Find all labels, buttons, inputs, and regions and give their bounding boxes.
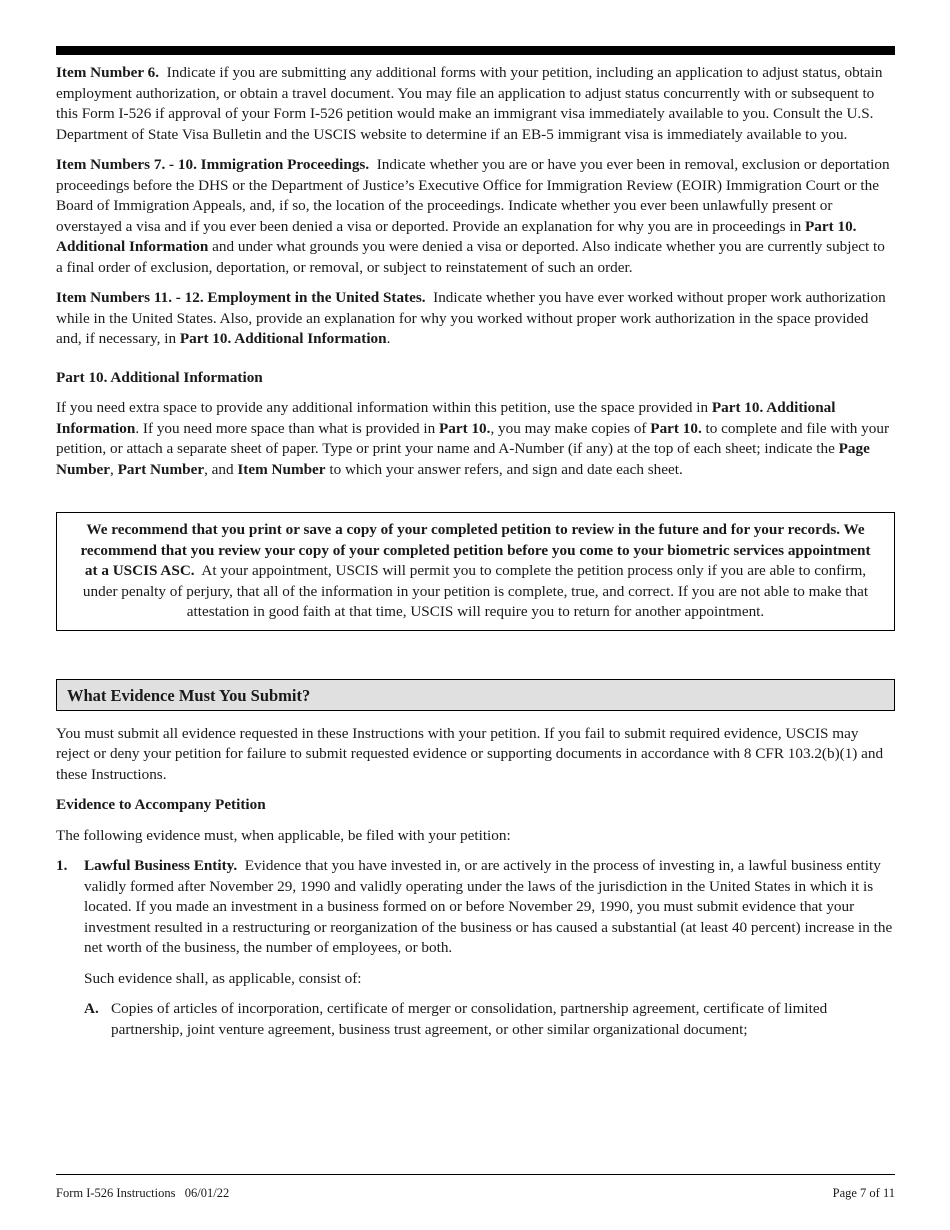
items-7-10-text-2: and under what grounds you were denied a visa or deported. Also indicate whether you are currently subject to a final order of exclusion, deportation, or removal, or subject to reinstatement of such an order. <box>56 238 885 276</box>
document-page <box>56 46 895 1040</box>
items-11-12-label: Item Numbers 11. - 12. Employment in the United States. <box>56 289 426 306</box>
part-10-ref-3: Part 10. <box>650 419 702 437</box>
part-10-text-6: , and <box>204 460 234 478</box>
item-1-consist: Such evidence shall, as applicable, consist of: <box>84 969 362 987</box>
part-10-text-2: . If you need more space than what is provided in <box>135 419 436 437</box>
item-1-number: 1. <box>56 857 68 874</box>
part-10-heading: Part 10. Additional Information <box>56 368 263 386</box>
part-10-ref-2: Part 10. <box>438 419 491 437</box>
item-1-sub-a <box>56 999 895 1040</box>
item-1-text: Evidence that you have invested in, or are actively in the process of investing in, a lawful business entity validly formed after November 29, 1990 and validly operating under the laws of the jurisdiction in the United States in which it is located. If you made an investment in a business formed on or before November 29, 1990, you must submit evidence that your investment resulted in a restructuring or reorganization of the business or has caused a substantial (at least 40 percent) increase in the net worth of the business, the number of employees, or both. <box>84 857 893 956</box>
part-10-text-7: to which your answer refers, and sign and date each sheet. <box>329 460 683 478</box>
notice-bold-text: We recommend that you print or save a copy of your completed petition to review in the future and for your records. We recommend that you review your copy of your completed petition before you come to your biometric services appointment at a USCIS ASC. <box>80 521 871 579</box>
part-10-ref-1: Part 10. Additional Information <box>56 399 836 437</box>
footer-form-id: Form I-526 Instructions 06/01/22 <box>56 1186 230 1200</box>
notice-text: At your appointment, USCIS will permit you to complete the petition process only if you are able to confirm, under penalty of perjury, that all of the information in your petition is complete, true, and correct. If you are not able to make that attestation in good faith at that time, USCIS will require you to return for another appointment. <box>82 562 869 620</box>
item-number-ref: Item Number <box>237 460 326 478</box>
part-10-text-3: , you may make copies of <box>490 419 647 437</box>
evidence-subheading: Evidence to Accompany Petition <box>56 796 266 813</box>
items-11-12-part10-ref: Part 10. Additional Information <box>179 330 387 347</box>
section-header-evidence: What Evidence Must You Submit? <box>56 679 895 711</box>
items-7-10-paragraph <box>56 155 895 278</box>
part-10-text-5: , <box>110 460 114 478</box>
items-11-12-text-2: . <box>386 330 391 347</box>
items-11-12-text-1: Indicate whether you have ever worked without proper work authorization while in the United States. Also, provide an explanation for why you worked without proper work authorization in the space provided and, if necessary, in <box>56 289 886 347</box>
part-10-text-4: to complete and file with your petition, or attach a separate sheet of paper. Type or print your name and A-Number (if any) at the top of each sheet; indicate the <box>56 419 890 457</box>
top-rule <box>56 46 895 55</box>
items-11-12-paragraph <box>56 288 895 350</box>
page-number-ref: Page Number <box>56 440 870 478</box>
items-7-10-part10-ref: Part 10. Additional Information <box>56 217 857 255</box>
items-7-10-text-1: Indicate whether you are or have you ever been in removal, exclusion or deportation proceedings before the DHS or the Department of Justice’s Executive Office for Immigration Review (EOIR) Immigration Court or the Board of Immigration Appeals, and, if so, the location of the proceedings. Indicate whether you ever been unlawfully present or overstayed a visa and if you ever been denied a visa or deported. Provide an explanation for why you are in proceedings in <box>56 156 890 235</box>
item-6-text: Indicate if you are submitting any additional forms with your petition, including an application to adjust status, obtain employment authorization, or obtain a travel document. You may file an application to adjust status concurrently with or subsequent to this Form I-526 if approval of your Form I-526 petition would make an immigrant visa immediately available to you. Consult the U.S. Department of State Visa Bulletin and the USCIS website to determine if an EB-5 immigrant visa is immediately available to you. <box>56 64 883 143</box>
evidence-item-1 <box>56 856 895 959</box>
sub-a-letter: A. <box>84 1000 99 1017</box>
evidence-lead: The following evidence must, when applicable, be filed with your petition: <box>56 826 511 844</box>
item-1-label: Lawful Business Entity. <box>84 857 238 874</box>
part-10-paragraph <box>56 398 895 480</box>
recommendation-notice-box <box>56 512 895 631</box>
footer-page-number: Page 7 of 11 <box>832 1186 895 1200</box>
item-6-label: Item Number 6. <box>56 64 160 81</box>
evidence-intro: You must submit all evidence requested in these Instructions with your petition. If you fail to submit required evidence, USCIS may reject or deny your petition for failure to submit requested evidence or supporting documents in accordance with 8 CFR 103.2(b)(1) and these Instructions. <box>56 724 884 783</box>
item-6-paragraph <box>56 63 895 145</box>
part-number-ref: Part Number <box>117 460 205 478</box>
part-10-text-1: If you need extra space to provide any additional information within this petition, use the space provided in <box>56 399 709 416</box>
sub-a-text: Copies of articles of incorporation, certificate of merger or consolidation, partnership agreement, certificate of limited partnership, joint venture agreement, business trust agreement, or other similar organizational document; <box>111 1000 828 1038</box>
page-footer <box>56 1174 895 1200</box>
items-7-10-label: Item Numbers 7. - 10. Immigration Proceedings. <box>56 156 370 173</box>
